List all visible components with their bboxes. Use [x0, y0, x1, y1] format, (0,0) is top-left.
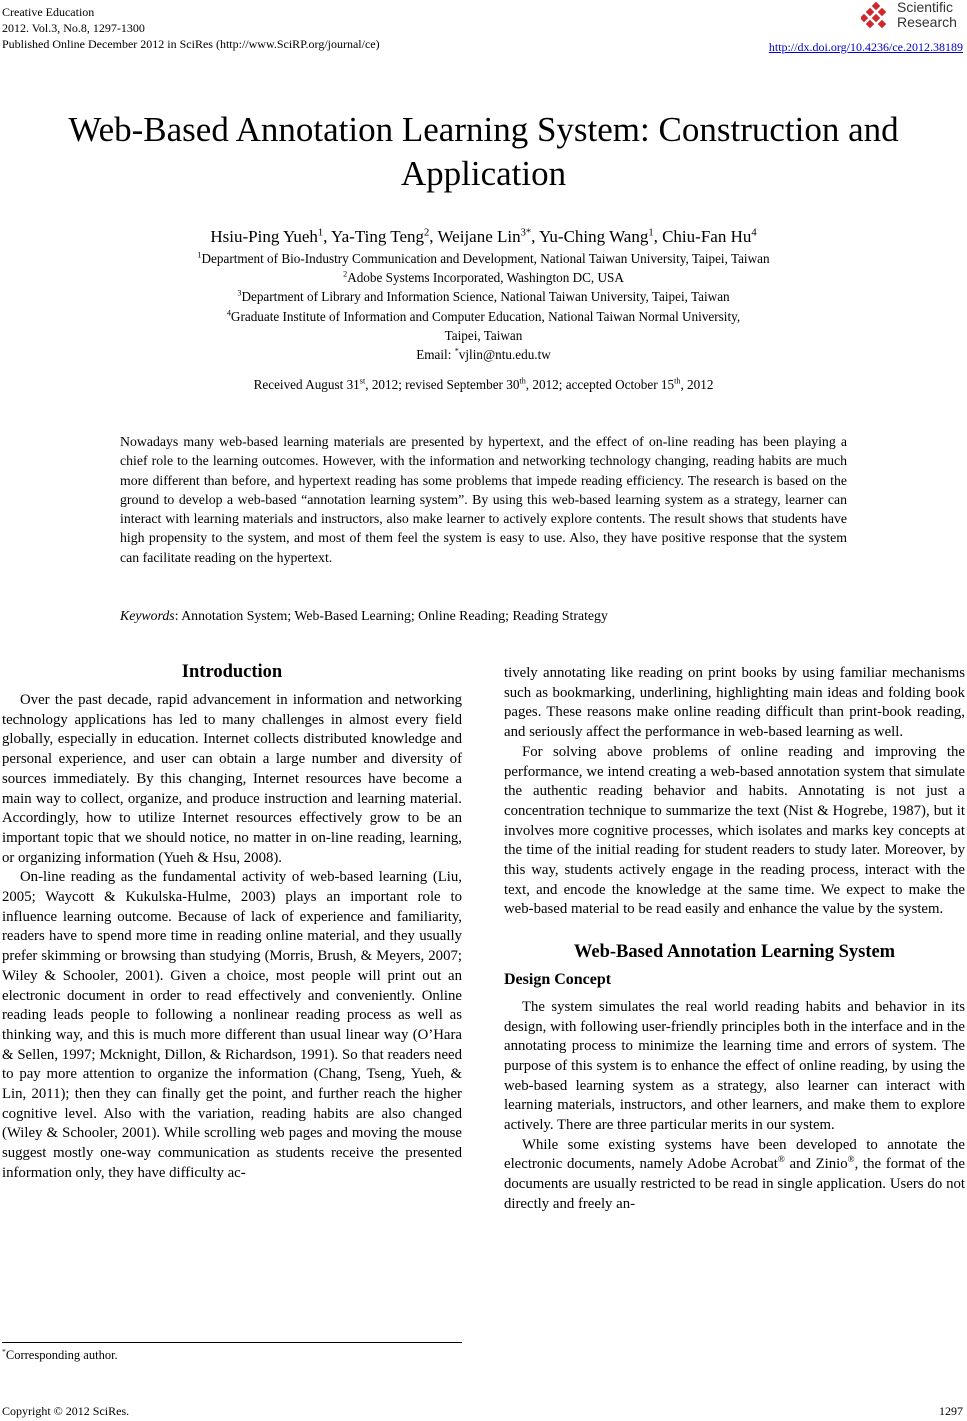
affiliation: $^2$Adobe Systems Incorporated, Washington DC, USA	[343, 269, 624, 286]
author: Yu-Ching Wang$^1$,	[539, 227, 663, 246]
received-dates: Received August 31st, 2012; revised September 30th, 2012; accepted October 15th, 2012	[253, 376, 714, 392]
publisher-logo	[859, 0, 963, 34]
keywords-text: : Annotation System; Web-Based Learning; Online Reading; Reading Strategy	[174, 608, 608, 623]
footnote-rule	[2, 1342, 462, 1343]
diamond-cluster-icon	[861, 2, 891, 32]
abstract: Nowadays many web-based learning materials are presented by hypertext, and the effect of on-line reading has been playing a chief role to the learning outcomes. However, with the information and networking technology changing, reading habits are much more different than before, and hypertext reading has some problems that impede reading efficiency. The research is based on the ground to develop a web-based “annotation learning system”. By using this web-based learning system as a strategy, learner can interact with learning materials and instructors, also make learner to actively explore contents. The result shows that students have high propensity to the system, and most of them feel the system is easy to use. Also, they have positive response that the system can facilitate reading on the hypertext.	[120, 434, 847, 565]
affiliation: Taipei, Taiwan	[444, 327, 523, 343]
subsection-heading-design-concept: Design Concept	[504, 971, 612, 989]
email-address[interactable]: vjlin@ntu.edu.tw	[458, 347, 551, 363]
paragraph: The system simulates the real world reading habits and behavior in its design, with following user-friendly principles both in the interface and in the annotating process to minimize the learning time and errors of system. The purpose of this system is to enhance the effect of online reading, by using the web-based learning system as a strategy, also learner can interact with learning materials, instructors, and other learners, and make them to explore actively. There are three particular merits in our system.	[504, 998, 965, 1134]
author: Ya-Ting Teng$^2$,	[331, 227, 438, 246]
copyright: Copyright © 2012 SciRes.	[2, 1404, 130, 1418]
page-number: 1297	[939, 1404, 963, 1418]
paragraph: On-line reading as the fundamental activity of web-based learning (Liu, 2005; Waycott & Kukulska-Hulme, 2003) plays an important role to influence learning outcome. Because of lack of experience and familiarity, readers have to spend more time in reading online material, and they usually prefer skimming or browsing than studying (Morris, Brush, & Meyers, 2007; Wiley & Schooler, 2001). Given a choice, most people will print out an electronic document in order to read effectively and conveniently. Online reading leads people to following a nonlinear reading process as well as thinking way, and this is much more different than usual linear way (O’Hara & Sellen, 1997; Mcknight, Dillon, & Richardson, 1991). So that readers need to pay more attention to organize the information (Chang, Tseng, Yueh, & Lin, 2011); then they can finally get the point, and further reach the higher cognitive level. Also with the variation, reading habits are also changed (Wiley & Schooler, 2001). While scrolling web pages and moving the mouse suggest mostly one-way communication as students receive the presented information only, they have difficulty ac-	[2, 869, 462, 1181]
author-list	[0, 227, 967, 247]
section-heading-introduction: Introduction	[181, 662, 283, 682]
email: Email: *vjlin@ntu.edu.tw	[416, 346, 551, 363]
logo-text-line1: Scientific	[897, 0, 954, 15]
footnote: *Corresponding author.	[2, 1346, 118, 1362]
left-column	[2, 660, 462, 1184]
affiliation: $^4$Graduate Institute of Information and Computer Education, National Taiwan Normal University,	[226, 308, 741, 324]
paragraph: Over the past decade, rapid advancement in information and networking technology applications has led to many challenges in almost every field globally, especially in education. Internet collects distributed knowledge and personal experience, and user can obtain a large number and diversity of sources immediately. By this changing, Internet resources have become a main way to collect, organize, and produce instruction and learning material. Accordingly, how to utilize Internet resources effectively grow to be an important topic that we should notice, no matter in on-line reading, learning, or organizing information (Yueh & Hsu, 2008).	[2, 692, 462, 866]
doi-link[interactable]: http://dx.doi.org/10.4236/ce.2012.38189	[768, 40, 963, 54]
logo-text-line2: Research	[897, 14, 957, 30]
logo-text	[897, 0, 957, 30]
author: Weijane Lin$^{3*}$,	[437, 227, 540, 246]
volume-info: 2012. Vol.3, No.8, 1297-1300	[2, 21, 145, 35]
keywords	[120, 608, 847, 624]
affiliation: $^1$Department of Bio-Industry Communication and Development, National Taiwan University, Taipei, Taiwan	[197, 250, 770, 266]
journal-header	[2, 4, 380, 52]
author: Hsiu-Ping Yueh$^1$,	[210, 227, 332, 246]
paragraph: While some existing systems have been developed to annotate the electronic documents, namely Adobe Acrobat® and Zinio®, the format of the documents are usually restricted to be read in single application. Users do not directly and freely an-	[504, 1136, 965, 1212]
publication-info: Published Online December 2012 in SciRes (http://www.SciRP.org/journal/ce)	[2, 37, 380, 51]
keywords-label: Keywords	[120, 608, 175, 623]
affiliation: $^3$Department of Library and Information Science, National Taiwan University, Taipei, Taiwan	[237, 289, 730, 305]
paper-title: Web-Based Annotation Learning System: Construction and Application	[68, 110, 899, 193]
doi-container	[769, 40, 963, 55]
paragraph: For solving above problems of online reading and improving the performance, we intend creating a web-based annotation system that simulate the authentic reading behavior and habits. Annotating is not just a concentration technique to summarize the text (Nist & Hogrebe, 1987), but it involves more cognitive processes, which isolates and marks key concepts at the time of the initial reading for student readers to study later. Moreover, by this way, students actively engage in the reading process, interact with the text, and encode the knowledge at the same time. We expect to make the web-based material to be read easily and enhance the value by the system.	[504, 743, 965, 918]
right-column	[504, 664, 965, 1215]
journal-name: Creative Education	[2, 5, 95, 19]
section-heading-system: Web-Based Annotation Learning System	[573, 942, 896, 963]
author: Chiu-Fan Hu$^4$	[662, 227, 757, 246]
affiliation-list	[0, 249, 967, 364]
paragraph: tively annotating like reading on print books by using familiar mechanisms such as bookmarking, underlining, highlighting main ideas and folding book pages. These reasons make online reading difficult than print-book reading, and seriously affect the performance in web-based learning as well.	[504, 665, 965, 741]
